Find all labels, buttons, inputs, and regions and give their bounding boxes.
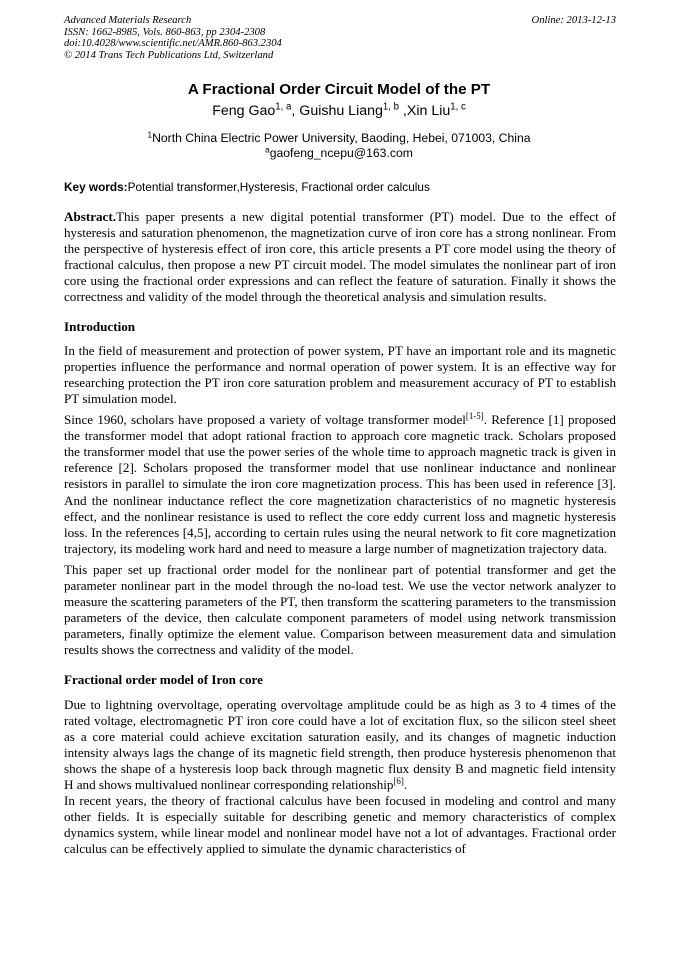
affiliation-text: North China Electric Power University, Baoding, Hebei, 071003, China <box>152 131 531 145</box>
citation-ref: [6] <box>393 776 404 787</box>
journal-name: Advanced Materials Research <box>64 15 192 26</box>
section2-p1-text: Due to lightning overvoltage, operating overvoltage amplitude could be as high as 3 to 4 times of the rated voltage, electromagnetic PT iron core could have a lot of excitation flux, so the silicon steel sheet as a core material could achieve excitation saturation easily, and its changes of magnetic induction intensity always lags the change of its magnetic field strength, then produce hysteresis phenomenon that shows the shape of a hysteresis loop back through magnetic flux density B and magnetic field intensity H and shows multivalued nonlinear corresponding relationship <box>64 696 616 792</box>
citation-ref: [1-5] <box>465 411 484 422</box>
email-sup: a <box>265 144 270 155</box>
keywords-label: Key words: <box>64 180 128 194</box>
author-name: Guishu Liang <box>299 103 383 119</box>
author-name: Feng Gao <box>212 103 276 119</box>
author-sep: , <box>291 103 300 119</box>
affiliation-sup: 1 <box>147 129 153 140</box>
journal-header <box>64 15 616 61</box>
section2-p1-end: . <box>403 777 408 792</box>
author-name: Xin Liu <box>406 103 451 119</box>
abstract-label: Abstract. <box>64 209 116 224</box>
abstract-text: This paper presents a new digital potential transformer (PT) model. Due to the effect of hysteresis and saturation phenomenon, the magnetization curve of iron core has a strong nonlinear. From the perspective of hysteresis effect of iron core, this article presents a PT core model using the theory of fractional calculus, then propose a new PT circuit model. The model simulates the nonlinear part of iron core using the fractional order expressions and can reflect the feature of saturation. Finally it shows the correctness and validity of the model through the theoretical analysis and simulation results. <box>64 209 616 305</box>
author-sup: 1, b <box>382 101 399 113</box>
author-email: gaofeng_ncepu@163.com <box>269 146 413 160</box>
intro-paragraph-2 <box>64 412 616 557</box>
author-sep: , <box>398 103 407 119</box>
online-date: Online: 2013-12-13 <box>531 15 616 26</box>
fractional-order-heading: Fractional order model of Iron core <box>64 672 263 688</box>
intro-p2-text-cont: . Reference [1] proposed the transformer model that adopt rational fraction to approach core magnetic track. Scholars proposed the transformer model that use the power series of the whole time to approach magnetic track is given in reference [2]. Scholars proposed the transformer model that use nonlinear inductance and nonlinear resistors in parallel to simulate the iron core magnetization process. This has been used in reference [3]. And the nonlinear inductance reflect the core magnetization characteristics of no magnetic hysteresis effect, and the nonlinear resistance is used to reflect the core eddy current loss and magnetic hysteresis loss. In the references [4,5], according to certain rules using the neural network to fit core magnetization trajectory, its modeling work hard and need to measure a large number of magnetization trajectory data. <box>64 412 616 556</box>
author-list <box>0 103 678 119</box>
abstract-paragraph <box>64 209 616 306</box>
keywords <box>64 180 616 194</box>
issn-line: ISSN: 1662-8985, Vols. 860-863, pp 2304-2308 <box>64 26 266 38</box>
section2-paragraph-1 <box>64 697 616 794</box>
introduction-heading: Introduction <box>64 318 136 334</box>
keywords-text: Potential transformer,Hysteresis, Fractional order calculus <box>127 180 430 194</box>
author-sup: 1, c <box>450 101 466 113</box>
paper-body <box>64 209 616 857</box>
copyright-line: © 2014 Trans Tech Publications Ltd, Switzerland <box>64 49 274 61</box>
intro-paragraph-3: This paper set up fractional order model for the nonlinear part of potential transformer and get the parameter nonlinear part in the model through the no-load test. We use the vector network analyzer to measure the scattering parameters of the PT, then transform the scattering parameters to the transmission parameters of the device, then calculate component parameters of model using network transmission parameters, finally optimize the element value. Comparison between measurement data and simulation results shows the correctness and validity of the model. <box>64 561 616 658</box>
section2-paragraph-2: In recent years, the theory of fractional calculus have been focused in modeling and control and many other fields. It is especially suitable for describing genetic and memory characteristics of complex dynamics system, while linear model and nonlinear model have not a lot of advantages. Fractional order calculus can be effectively applied to simulate the dynamic characteristics of <box>64 793 616 857</box>
affiliation <box>0 131 678 161</box>
paper-title: A Fractional Order Circuit Model of the PT <box>187 81 491 98</box>
intro-paragraph-1: In the field of measurement and protection of power system, PT have an important role and its magnetic properties influence the performance and normal operation of power system. It is an effective way for researching protection the PT iron core saturation problem and measurement accuracy of PT to establish PT simulation model. <box>64 342 616 406</box>
intro-p2-text: Since 1960, scholars have proposed a variety of voltage transformer model <box>64 412 466 428</box>
author-sup: 1, a <box>275 101 292 113</box>
doi-line: doi:10.4028/www.scientific.net/AMR.860-863.2304 <box>64 38 282 50</box>
